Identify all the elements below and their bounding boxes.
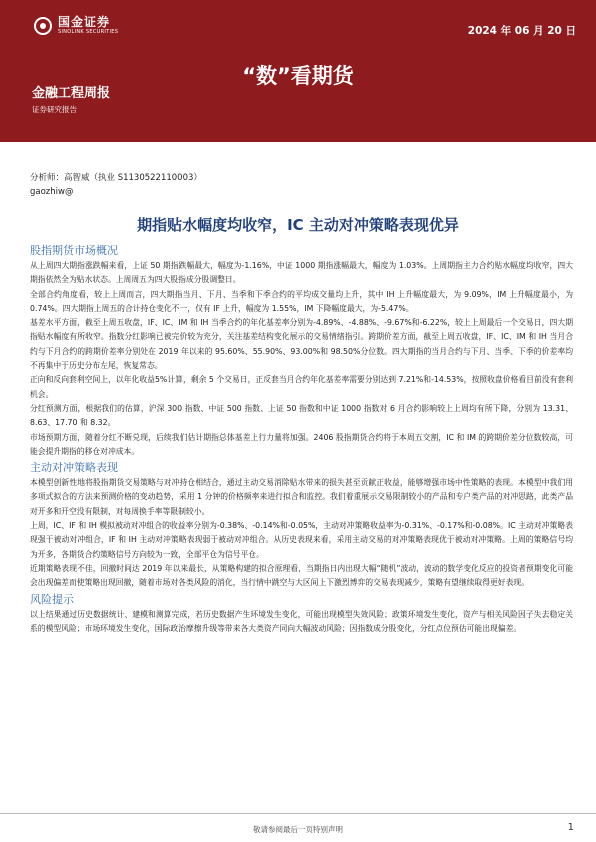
report-date: 2024 年 06 月 20 日 bbox=[467, 25, 576, 37]
paragraph: 上周，IC、IF 和 IH 模拟被动对冲组合的收益率分别为-0.38%、-0.14%和-0.05%，主动对冲策略收益率为-0.31%、-0.17%和-0.08%。IC 主动对冲策略表现强于被动对冲组合，IF 和 IH 主动对冲策略表现弱于被动对冲组合。从历史表现来看，采用主动交易的对冲策略表现优于被动对冲策略。上周的策略信号均为开多，各期货合约策略信号方向较为一致，全部平仓为信号平仓。 bbox=[30, 521, 573, 559]
paragraph: 本模型创新性地将股指期货交易策略与对冲持仓相结合，通过主动交易消除贴水带来的损失甚至贡献正收益，能够增强市场中性策略的表现。本模型中我们用多项式拟合的方法来预测价格的变动趋势，采用 1 分钟的价格频率来进行拟合和监控。我们着重展示交易限制较小的产品和专户类产品的对冲思路，此类产品对开多和开空没有限制，对每周换手率等限制较小。 bbox=[30, 478, 573, 516]
paragraph: 全部合约角度看，较上上周而言，四大期指当月、下月、当季和下季合约的平均成交量均上升，其中 IH 上升幅度最大，为 9.09%，IM 上升幅度最小，为 0.74%。四大期指上周五的合计持仓变化不一，仅有 IF 上升，幅度为 1.55%，IM 下降幅度最大，为-5.47%。 bbox=[30, 289, 573, 313]
section-title-market: 股指期货市场概况 bbox=[30, 244, 118, 257]
page-number: 1 bbox=[567, 822, 574, 833]
logo-name-cn: 国金证券 bbox=[58, 15, 111, 29]
paragraph: 从上周四大期指涨跌幅来看，上证 50 期指跌幅最大，幅度为-1.16%，中证 1000 期指涨幅最大，幅度为 1.03%。上周期指主力合约贴水幅度均收窄，四大期指依然全为贴水状态。上周周五为四大股指成分股调整日。 bbox=[30, 261, 573, 285]
paragraph: 近期策略表现不佳，回撤时间达 2019 年以来最长，从策略构建的拟合原理看，当期指日内出现大幅“随机”波动，波动的数学变化反应的投资者预期变化可能会出现偏差而使策略出现回撤，随着市场对各类风险的消化，当行情中跳空与大区间上下激烈博弈的交易表现减少，策略有望继续取得更好表现。 bbox=[30, 563, 573, 588]
paragraph: 以上结果通过历史数据统计、建模和测算完成，若历史数据产生环境发生变化，可能出现模型失效风险；政策环境发生变化，资产与相关风险因子失去稳定关系的模型风险；市场环境发生变化，国际政治摩擦升级等带来各大类资产同向大幅波动风险；因指数成分股变化，分红点位预估可能出现偏差。 bbox=[30, 609, 573, 633]
report-headline: 期指贴水幅度均收窄，IC 主动对冲策略表现优异 bbox=[137, 216, 459, 234]
section-title-risk: 风险提示 bbox=[30, 592, 74, 606]
report-category: 证券研究报告 bbox=[32, 105, 77, 114]
paragraph: 市场预期方面，随着分红不断兑现，后续我们估计期指总体基差上行力量将加强。2406 股指期货合约将于本周五交割，IC 和 IM 的跨期价差分位数较高，可能会提升期指的移仓对冲成本。 bbox=[30, 432, 573, 456]
logo-mark-icon bbox=[34, 17, 52, 35]
paragraph: 基差水平方面，截至上周五收盘，IF、IC、IM 和 IH 当季合约的年化基差率分别为-4.89%、-4.88%、-9.67%和-6.22%，较上上周最后一个交易日，四大期指贴水幅度有所收窄。指数分红影响已被完价较为充分，关注基差结构变化展示的交易情绪指引。跨期价差方面，截至上周五收盘，IF、IC、IM 和 IH 当月合约与下月合约的跨期价差率分别处在 2019 年以来的 95.60%、55.90%、93.00%和 98.50%分位数。四大期指的当月合约与下月、当季、下季的价差率均不再集中于历史分布左尾，恢复常态。 bbox=[30, 318, 573, 371]
company-logo bbox=[34, 16, 118, 35]
paragraph: 分红预测方面，根据我们的估算，沪深 300 指数、中证 500 指数、上证 50 指数和中证 1000 指数对 6 月合约影响较上上周均有所下降，分别为 13.31、8.63、17.70 和 8.32。 bbox=[30, 403, 573, 428]
report-title: “数”看期货 bbox=[242, 64, 354, 88]
report-body bbox=[30, 242, 573, 636]
analyst-email: gaozhiw@ bbox=[30, 187, 74, 197]
report-header bbox=[0, 0, 596, 142]
logo-name-en: SINOLINK SECURITIES bbox=[58, 29, 119, 35]
footer-divider bbox=[0, 813, 596, 814]
footer-disclaimer: 敬请参阅最后一页特别声明 bbox=[253, 825, 343, 834]
analyst-info: 分析师：高智威（执业 S1130522110003） bbox=[30, 173, 202, 183]
paragraph: 正向和反向套利空间上，以年化收益5%计算，剩余 5 个交易日，正反套当月合约年化基差率需要分别达到 7.21%和-14.53%，按照收盘价格看目前没有套利机会。 bbox=[30, 375, 573, 399]
section-title-hedging: 主动对冲策略表现 bbox=[30, 461, 118, 475]
report-type: 金融工程周报 bbox=[32, 86, 111, 101]
